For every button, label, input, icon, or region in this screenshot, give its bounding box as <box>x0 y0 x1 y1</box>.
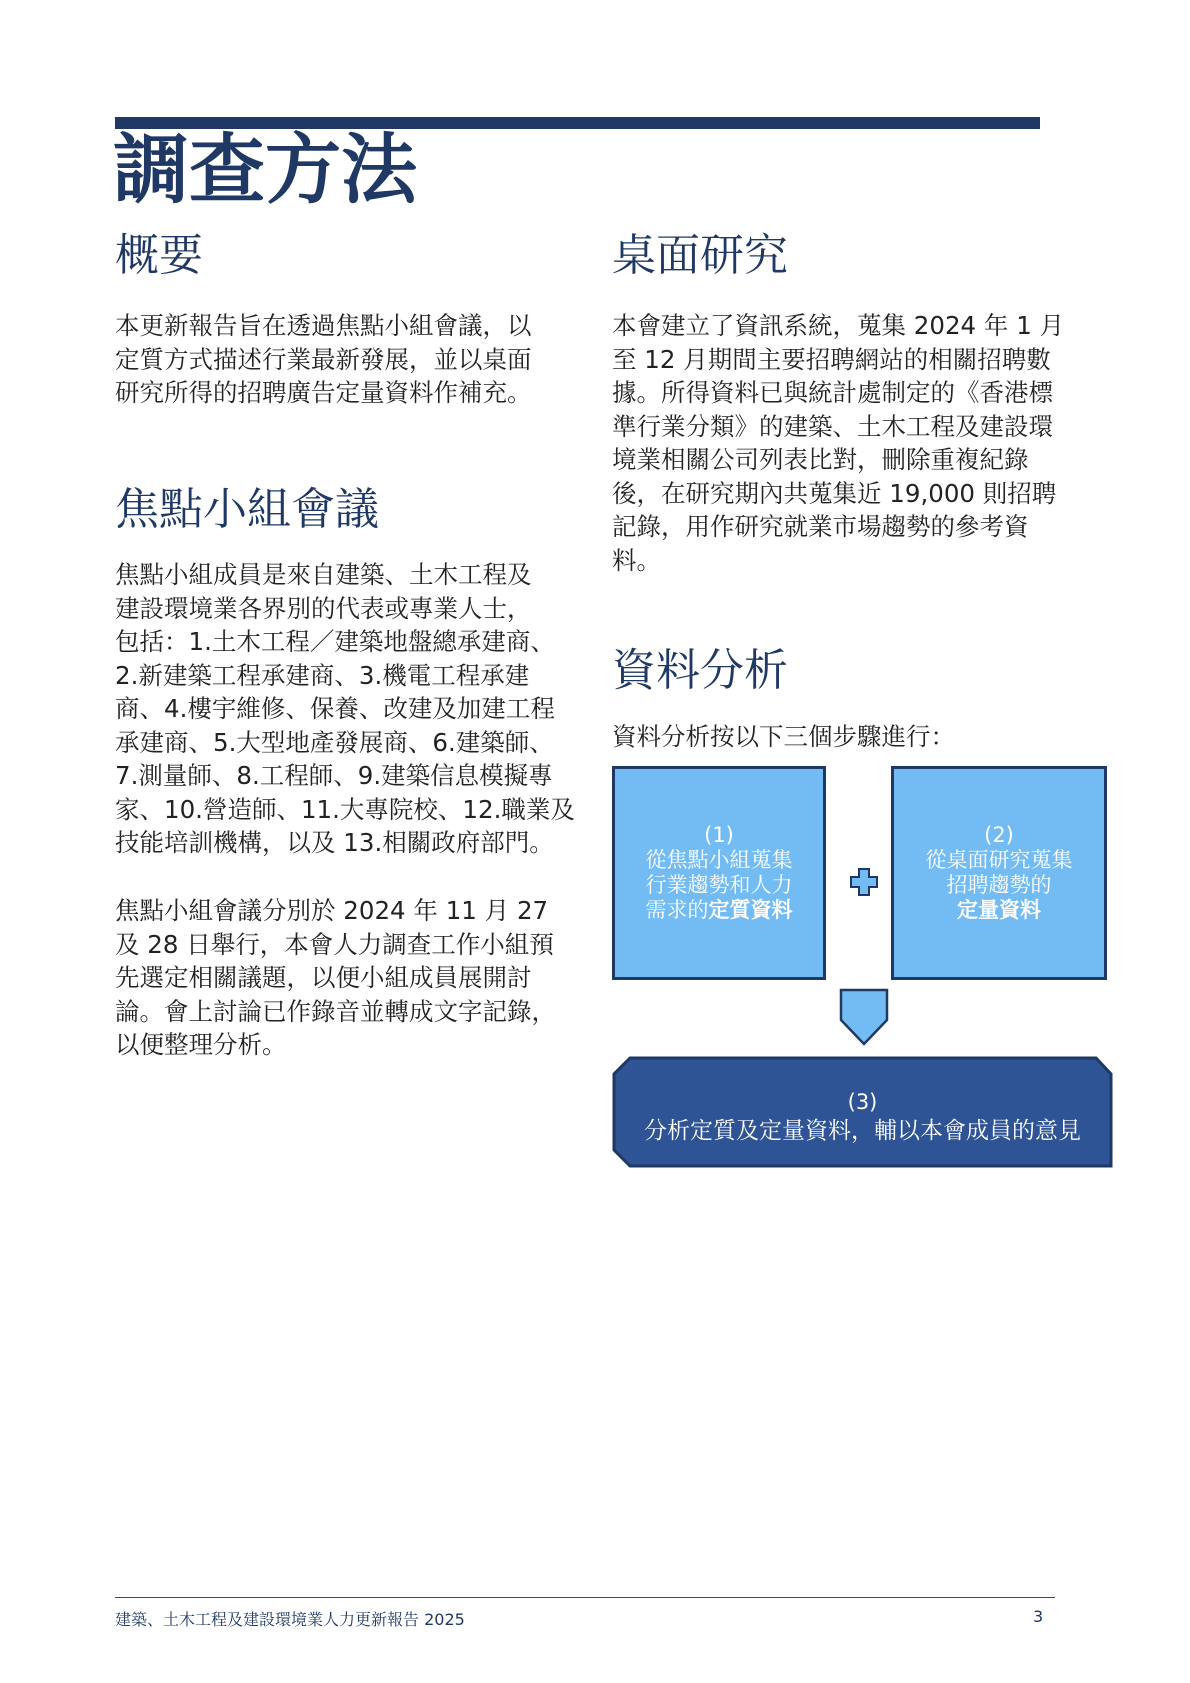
step-2-line3-bold: 定量資料 <box>957 898 1041 922</box>
members-line: 承建商、5.大型地產發展商、6.建築師、 <box>115 727 554 757</box>
focus-group-meeting-paragraph <box>115 894 575 1062</box>
members-line: 家、10.營造師、11.大專院校、12.職業及 <box>115 794 575 824</box>
down-arrow-icon <box>839 988 889 1046</box>
page-number: 3 <box>1033 1607 1044 1626</box>
step-1-line3-prefix: 需求的 <box>645 898 709 922</box>
footer-report-title: 建築、土木工程及建設環境業人力更新報告 2025 <box>115 1610 465 1629</box>
members-line: 建設環境業各界別的代表或專業人士， <box>115 593 532 623</box>
desk-line: 本會建立了資訊系統，蒐集 2024 年 1 月 <box>612 311 1065 340</box>
page-title: 調查方法 <box>113 125 417 214</box>
focus-group-members-paragraph <box>115 558 575 860</box>
data-analysis-intro: 資料分析按以下三個步驟進行： <box>612 722 955 751</box>
desk-research-heading: 桌面研究 <box>612 230 788 281</box>
desk-line: 準行業分類》的建築、土木工程及建設環 <box>612 411 1053 441</box>
step-1-line2: 行業趨勢和人力 <box>645 873 793 897</box>
members-line: 技能培訓機構，以及 13.相關政府部門。 <box>115 828 554 857</box>
members-line: 商、4.樓宇維修、保養、改建及加建工程 <box>115 694 555 723</box>
meeting-line: 焦點小組會議分別於 2024 年 11 月 27 <box>115 896 549 925</box>
members-line: 2.新建築工程承建商、3.機電工程承建 <box>115 660 530 690</box>
desk-line: 記錄，用作研究就業市場趨勢的參考資 <box>612 512 1029 541</box>
data-analysis-heading: 資料分析 <box>612 645 788 696</box>
members-line: 包括：1.土木工程／建築地盤總承建商、 <box>115 627 555 656</box>
step-1-line3-bold: 定質資料 <box>708 898 793 922</box>
step-3-description: 分析定質及定量資料，輔以本會成員的意見 <box>644 1118 1081 1144</box>
members-line: 7.測量師、8.工程師、9.建築信息模擬專 <box>115 761 553 790</box>
step-2-number: (2) <box>984 823 1014 847</box>
desk-line: 料。 <box>612 545 661 575</box>
desk-line: 境業相關公司列表比對，刪除重複紀錄 <box>612 445 1029 474</box>
footer-rule <box>115 1597 1055 1598</box>
step-1-number: (1) <box>704 823 734 847</box>
meeting-line: 先選定相關議題，以便小組成員展開討 <box>115 963 532 992</box>
members-line: 焦點小組成員是來自建築、土木工程及 <box>115 560 532 589</box>
desk-line: 至 12 月期間主要招聘網站的相關招聘數 <box>612 344 1051 374</box>
meeting-line: 以便整理分析。 <box>115 1030 287 1059</box>
step-1-line1: 從焦點小組蒐集 <box>645 848 793 872</box>
focus-group-heading: 焦點小組會議 <box>115 484 379 535</box>
desk-line: 後，在研究期內共蒐集近 19,000 則招聘 <box>612 478 1057 508</box>
plus-icon <box>850 868 878 896</box>
overview-line: 定質方式描述行業最新發展，並以桌面 <box>115 344 532 374</box>
meeting-line: 及 28 日舉行，本會人力調查工作小組預 <box>115 929 554 959</box>
step-1-line3 <box>646 898 793 923</box>
step-2-line2: 招聘趨勢的 <box>946 873 1052 897</box>
step-2-line1: 從桌面研究蒐集 <box>925 848 1073 872</box>
overview-paragraph <box>115 309 575 410</box>
meeting-line: 論。會上討論已作錄音並轉成文字記錄， <box>115 996 556 1026</box>
step-3-number: (3) <box>847 1090 878 1114</box>
overview-line: 研究所得的招聘廣告定量資料作補充。 <box>115 378 532 407</box>
step-3-text <box>612 1088 1113 1146</box>
overview-heading: 概要 <box>115 230 203 281</box>
desk-line: 據。所得資料已與統計處制定的《香港標 <box>612 378 1053 407</box>
desk-research-paragraph <box>612 309 1082 577</box>
step-1-box <box>612 766 826 980</box>
overview-line: 本更新報告旨在透過焦點小組會議，以 <box>115 311 532 340</box>
step-2-line3 <box>957 898 1041 923</box>
step-2-box <box>891 766 1107 980</box>
